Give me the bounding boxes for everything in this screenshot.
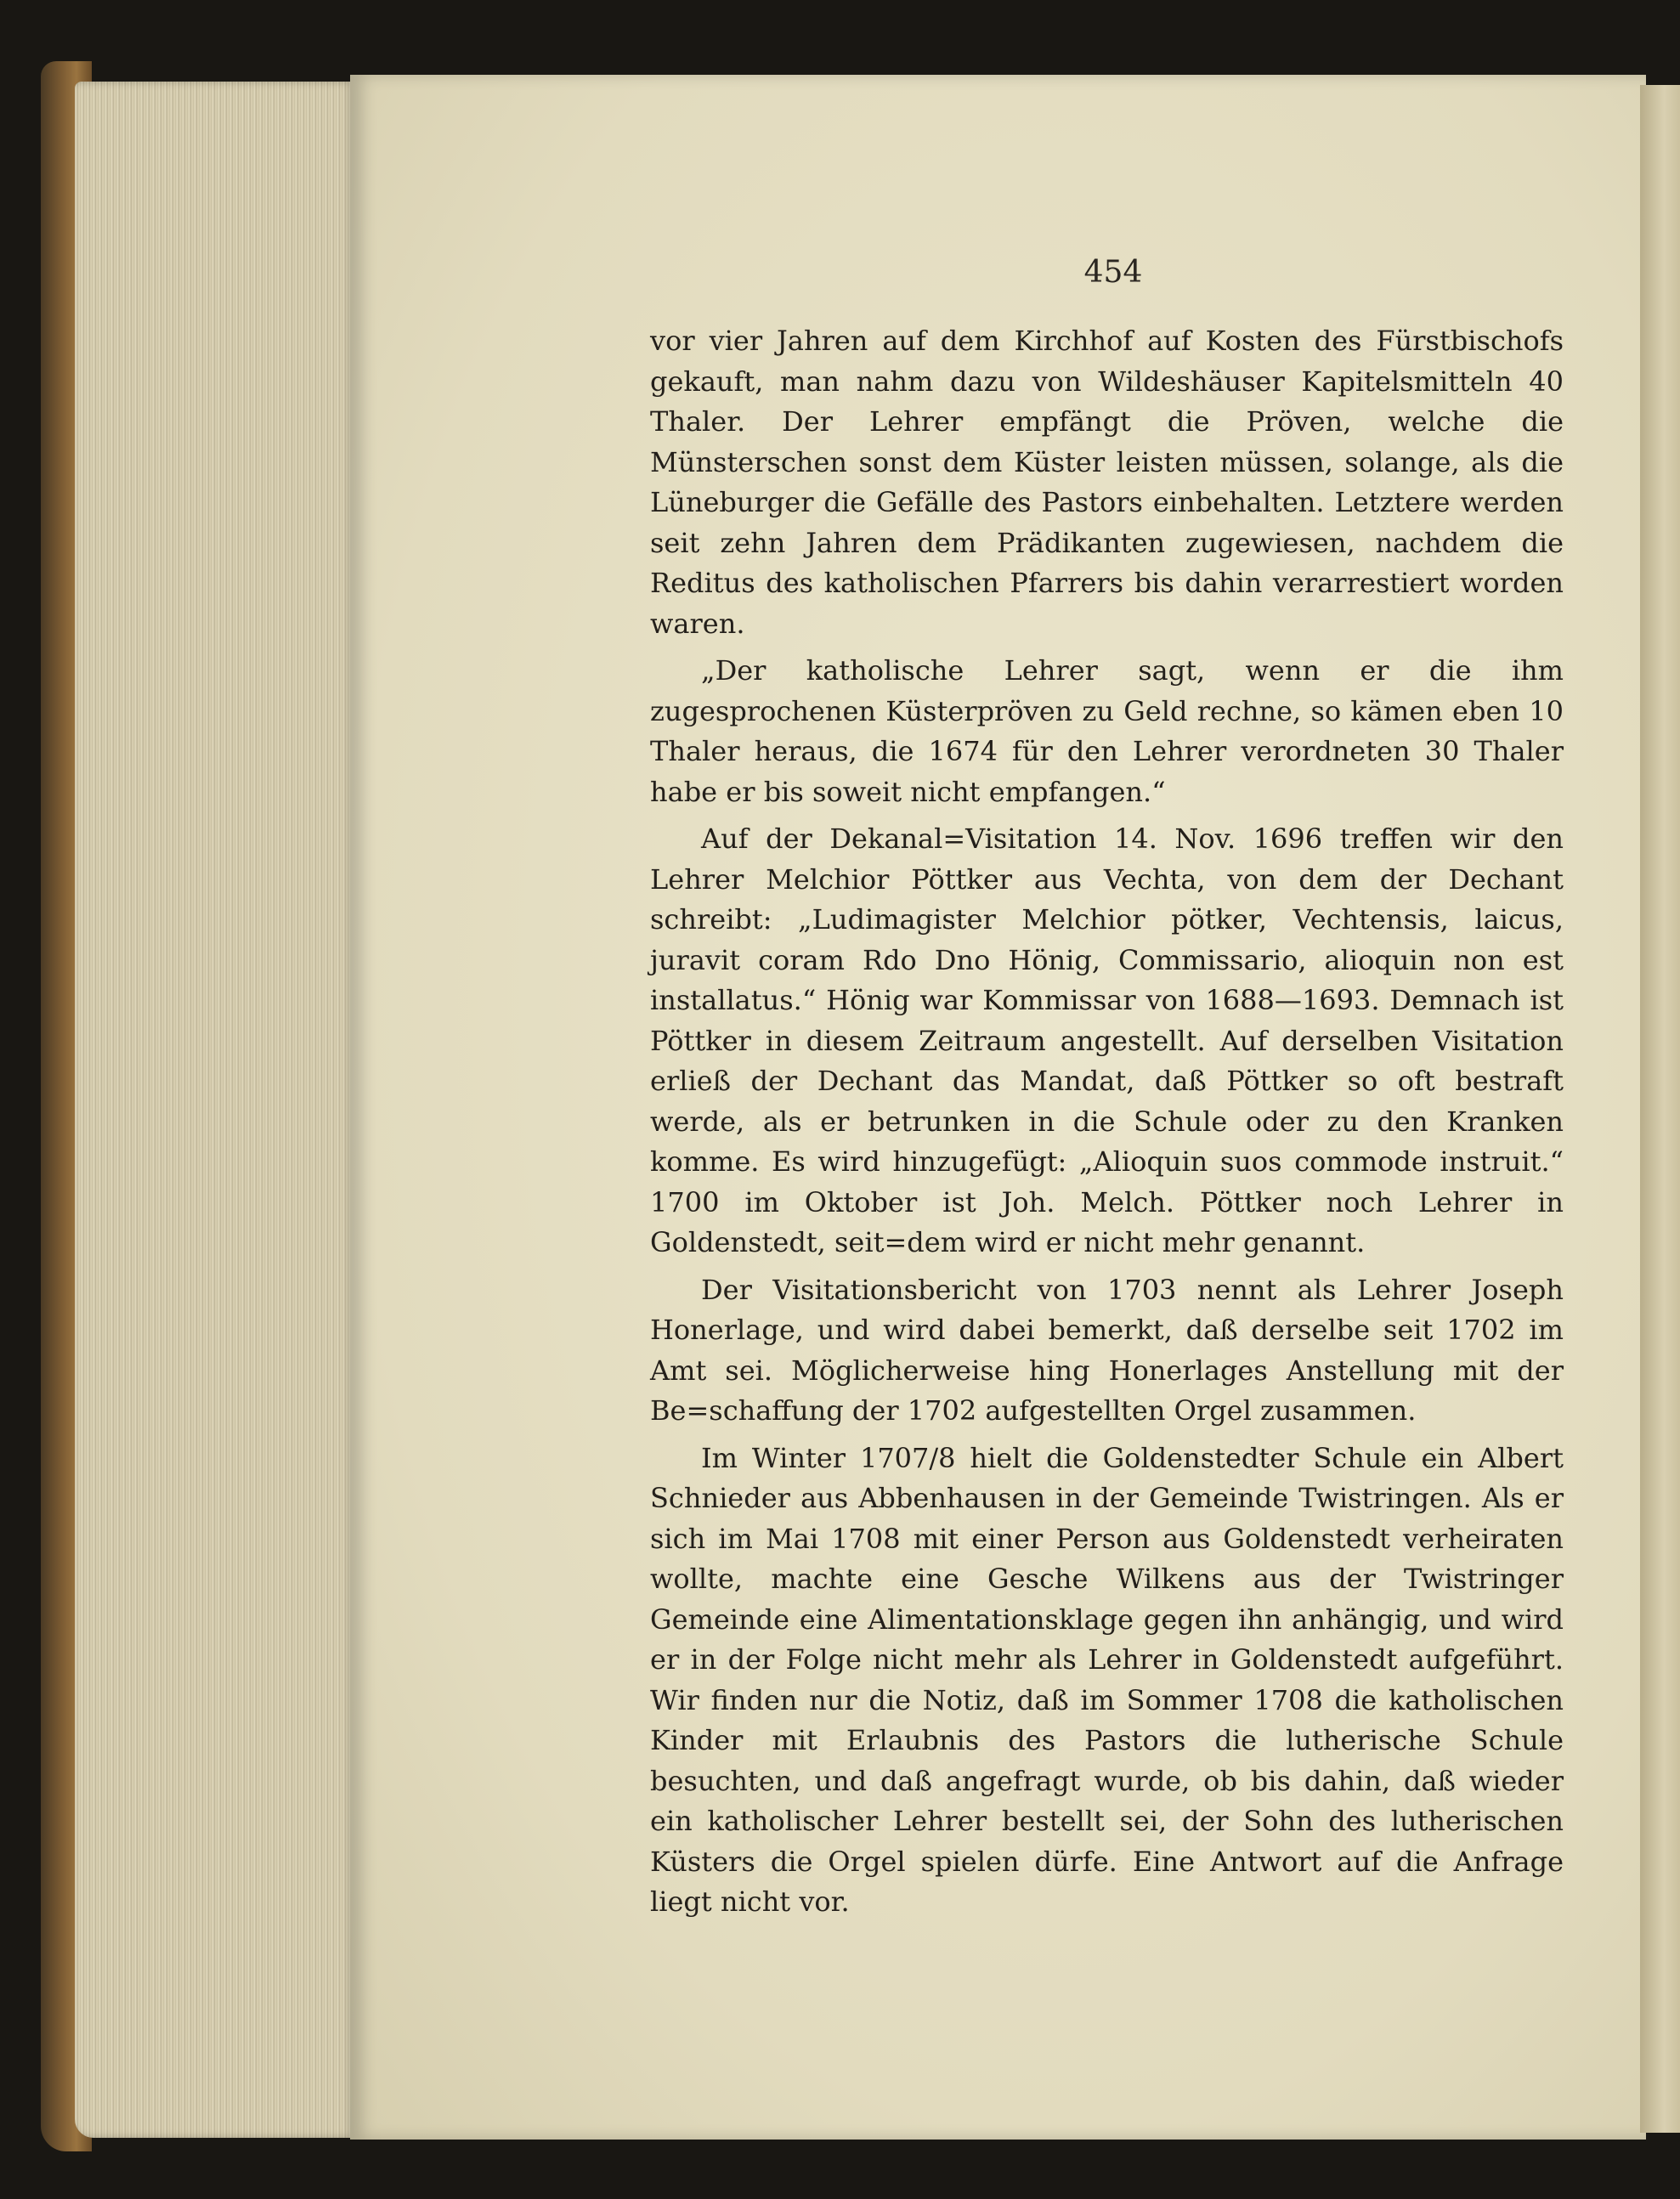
paragraph-3: Auf der Dekanal=Visitation 14. Nov. 1696 treffen wir den Lehrer Melchior Pöttker aus Vechta, von dem der Dechant schreibt: „Ludimagister Melchior pötker, Vechtensis, laicus, juravit coram Rdo Dno Hönig, Commissario, alioquin non est installatus.“ Hönig war Kommissar von 1688—1693. Demnach ist Pöttker in diesem Zeitraum angestellt. Auf derselben Visitation erließ der Dechant das Mandat, daß Pöttker so oft bestraft werde, als er betrunken in die Schule oder zu den Kranken komme. Es wird hinzugefügt: „Alioquin suos commode instruit.“ 1700 im Oktober ist Joh. Melch. Pöttker noch Lehrer in Goldenstedt, seit=dem wird er nicht mehr genannt. [650, 823, 1564, 1258]
page-body-text [650, 321, 1564, 1930]
paragraph-4: Der Visitationsbericht von 1703 nennt als Lehrer Joseph Honerlage, und wird dabei bemerkt, daß derselbe seit 1702 im Amt sei. Möglicherweise hing Honerlages Anstellung mit der Be=schaffung der 1702 aufgestellten Orgel zusammen. [650, 1273, 1564, 1427]
paragraph-1: vor vier Jahren auf dem Kirchhof auf Kosten des Fürstbischofs gekauft, man nahm dazu von Wildeshäuser Kapitelsmitteln 40 Thaler. Der Lehrer empfängt die Pröven, welche die Münsterschen sonst dem Küster leisten müssen, solange, als die Lüneburger die Gefälle des Pastors einbehalten. Letztere werden seit zehn Jahren dem Prädikanten zugewiesen, nachdem die Reditus des katholischen Pfarrers bis dahin verarrestiert worden waren. [650, 325, 1564, 640]
paragraph-2: „Der katholische Lehrer sagt, wenn er die ihm zugesprochenen Küsterpröven zu Geld rechne, so kämen eben 10 Thaler heraus, die 1674 für den Lehrer verordneten 30 Thaler habe er bis soweit nicht empfangen.“ [650, 654, 1564, 808]
next-page-fold [1640, 85, 1680, 2133]
paragraph-5: Im Winter 1707/8 hielt die Goldenstedter Schule ein Albert Schnieder aus Abbenhausen in der Gemeinde Twistringen. Als er sich im Mai 1708 mit einer Person aus Goldenstedt verheiraten wollte, machte eine Gesche Wilkens aus der Twistringer Gemeinde eine Alimentationsklage gegen ihn anhängig, und wird er in der Folge nicht mehr als Lehrer in Goldenstedt aufgeführt. Wir finden nur die Notiz, daß im Sommer 1708 die katholischen Kinder mit Erlaubnis des Pastors die lutherische Schule besuchten, und daß angefragt wurde, ob bis dahin, daß wieder ein katholischer Lehrer bestellt sei, der Sohn des lutherischen Küsters die Orgel spielen dürfe. Eine Antwort auf die Anfrage liegt nicht vor. [650, 1441, 1564, 1918]
page-number: 454 [1083, 255, 1143, 290]
page-edges [75, 82, 355, 2138]
